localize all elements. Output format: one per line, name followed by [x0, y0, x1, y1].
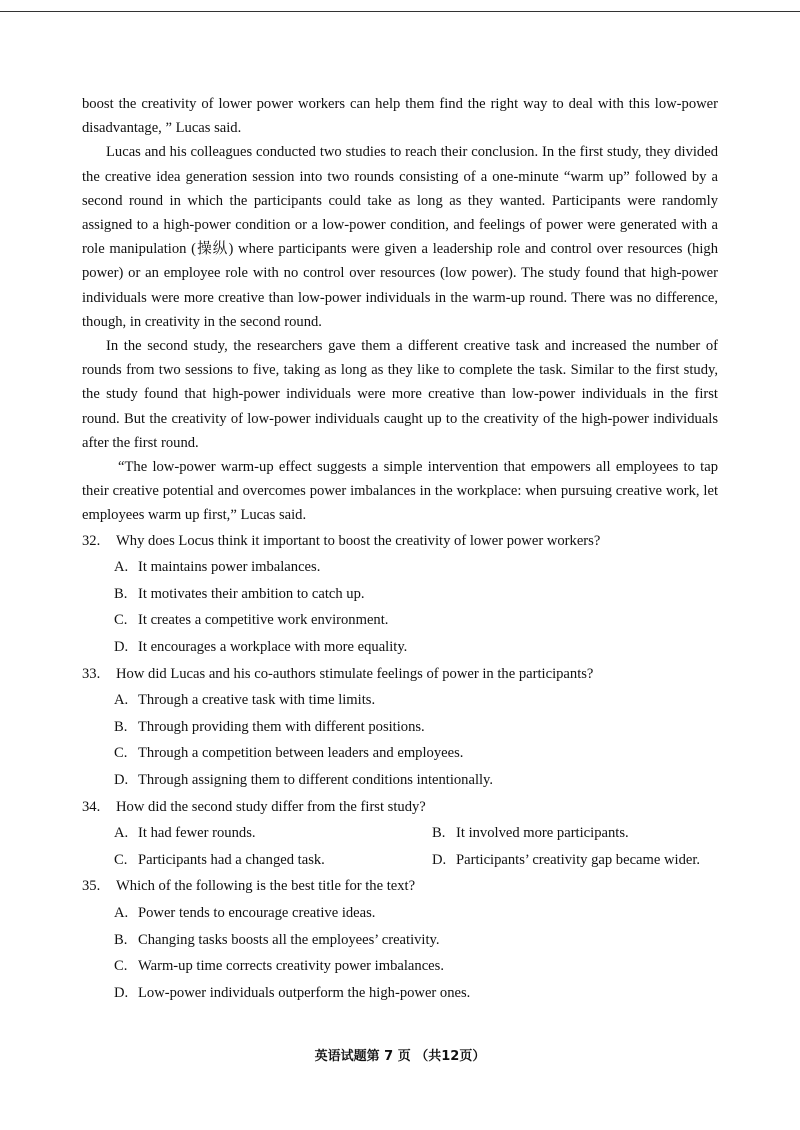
option-list [82, 687, 718, 793]
question-number: 35. [82, 878, 101, 895]
option-letter: C. [114, 612, 128, 629]
option-d [400, 847, 718, 874]
option-text: It motivates their ambition to catch up. [138, 585, 365, 602]
option-d [82, 634, 718, 661]
question-35 [82, 873, 718, 1006]
option-letter: C. [114, 745, 128, 762]
option-text: Through providing them with different positions. [138, 718, 425, 735]
top-rule [0, 11, 800, 12]
option-row [82, 847, 718, 874]
passage-paragraph-3: In the second study, the researchers gave them a different creative task and increased the number of rounds from two sessions to five, taking as long as they like to complete the task. Similar to the first study, the study found that high-power individuals were more creative than low-power individuals in the first round. But the creativity of low-power individuals caught up to the creativity of the high-power individuals after the first round. [82, 338, 718, 451]
option-a [82, 554, 718, 581]
option-b [400, 820, 718, 847]
question-stem [82, 661, 718, 688]
option-list [82, 900, 718, 1006]
option-text: Through a creative task with time limits. [138, 692, 376, 709]
option-letter: A. [114, 559, 129, 576]
option-c [82, 953, 718, 980]
option-text: Through a competition between leaders and employees. [138, 745, 464, 762]
question-stem [82, 873, 718, 900]
option-c [82, 740, 718, 767]
page-content [82, 92, 718, 1006]
option-text: Warm-up time corrects creativity power imbalances. [138, 958, 444, 975]
option-letter: B. [114, 585, 128, 602]
option-list [82, 554, 718, 660]
option-c [82, 607, 718, 634]
question-text: How did Lucas and his co-authors stimulate feelings of power in the participants? [116, 665, 594, 682]
option-text: It involved more participants. [456, 825, 629, 842]
option-letter: C. [114, 958, 128, 975]
option-letter: B. [114, 931, 128, 948]
option-letter: D. [114, 984, 129, 1001]
option-letter: D. [114, 639, 129, 656]
option-d [82, 980, 718, 1007]
passage-paragraph-2: Lucas and his colleagues conducted two studies to reach their conclusion. In the first study, they divided the creative idea generation session into two rounds consisting of a one-minute “warm up” followed by a second round in which the participants could take as long as they wanted. Participants were randomly assigned to a high-power condition or a low-power condition, and feelings of power were generated with a role manipulation (操纵) where participants were given a leadership role and control over resources (high power) or an employee role with no control over resources (low power). The study found that high-power individuals were more creative than low-power individuals in the warm-up round. There was no difference, though, in creativity in the second round. [82, 144, 718, 330]
option-text: It maintains power imbalances. [138, 559, 321, 576]
option-b [82, 927, 718, 954]
option-row [82, 820, 718, 847]
passage-paragraph-1: boost the creativity of lower power workers can help them find the right way to deal with this low-power disadvantage, ” Lucas said. [82, 96, 718, 137]
option-letter: A. [114, 825, 129, 842]
option-letter: D. [432, 851, 447, 868]
option-text: It had fewer rounds. [138, 825, 256, 842]
passage-paragraph-4: “The low-power warm-up effect suggests a simple intervention that empowers all employees to tap their creative potential and overcomes power imbalances in the workplace: when pursuing creative work, let employees warm up first,” Lucas said. [82, 459, 718, 524]
option-b [82, 714, 718, 741]
option-letter: A. [114, 904, 129, 921]
option-a [82, 900, 718, 927]
question-stem [82, 528, 718, 555]
option-letter: A. [114, 692, 129, 709]
option-b [82, 581, 718, 608]
question-stem [82, 794, 718, 821]
question-text: How did the second study differ from the first study? [116, 798, 426, 815]
question-number: 34. [82, 798, 101, 815]
option-text: Changing tasks boosts all the employees’ creativity. [138, 931, 440, 948]
question-text: Which of the following is the best title for the text? [116, 878, 416, 895]
question-32 [82, 528, 718, 661]
option-text: Power tends to encourage creative ideas. [138, 904, 376, 921]
question-number: 32. [82, 532, 101, 549]
option-text: Participants’ creativity gap became wider. [456, 851, 701, 868]
option-c [82, 847, 400, 874]
question-text: Why does Locus think it important to boost the creativity of lower power workers? [116, 532, 601, 549]
question-34 [82, 794, 718, 874]
option-text: Participants had a changed task. [138, 851, 325, 868]
option-a [82, 820, 400, 847]
option-a [82, 687, 718, 714]
option-letter: B. [114, 718, 128, 735]
option-letter: D. [114, 772, 129, 788]
option-text: It creates a competitive work environment. [138, 612, 389, 629]
question-number: 33. [82, 665, 101, 682]
option-letter: B. [432, 825, 446, 842]
option-d [82, 767, 718, 794]
question-33 [82, 661, 718, 794]
option-letter: C. [114, 851, 128, 868]
option-text: Low-power individuals outperform the high-power ones. [138, 984, 471, 1001]
option-text: It encourages a workplace with more equality. [138, 639, 408, 656]
option-text: Through assigning them to different conditions intentionally. [138, 772, 494, 788]
page-footer: 英语试题第 7 页 （共12页） [314, 1049, 486, 1064]
